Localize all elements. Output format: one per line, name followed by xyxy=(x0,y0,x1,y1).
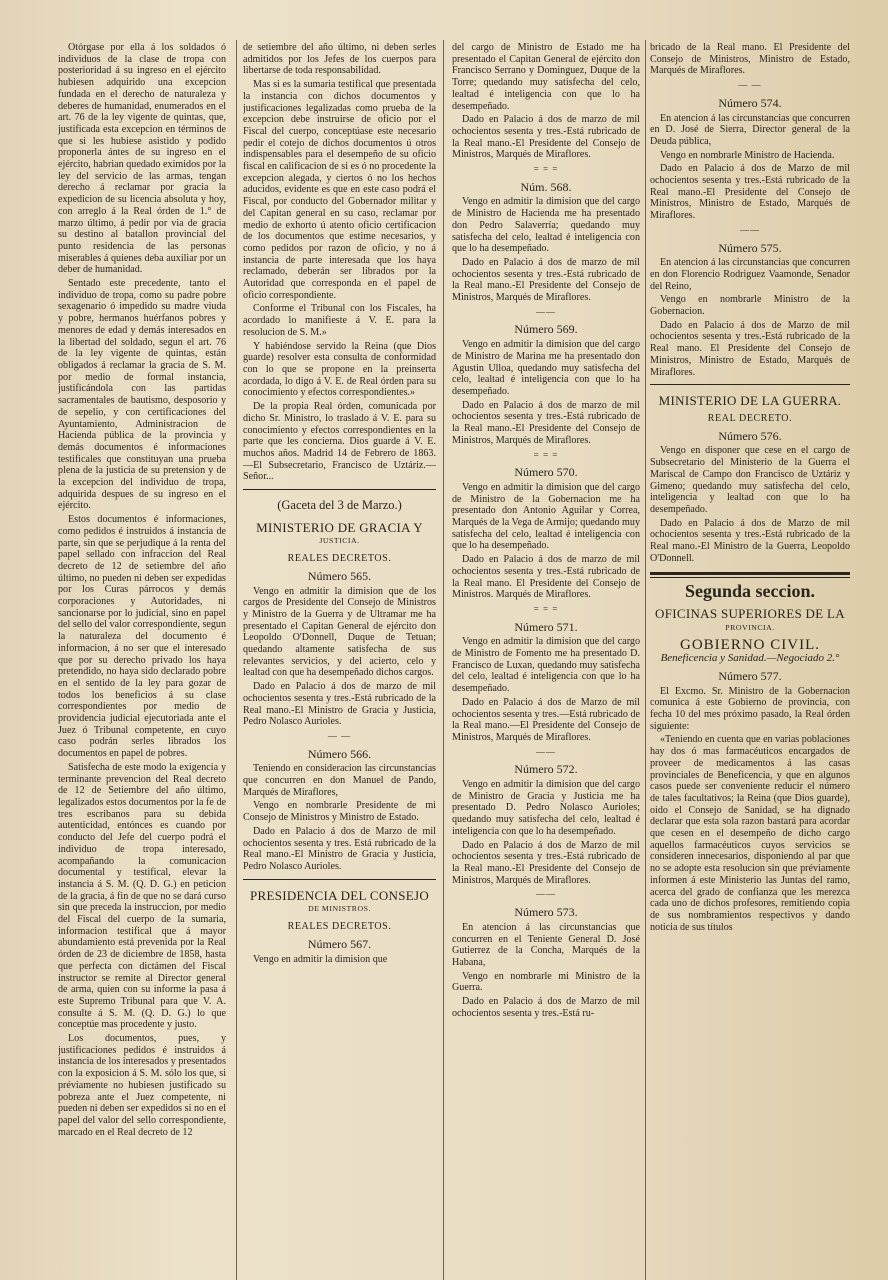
section-subheading: DE MINISTROS. xyxy=(308,904,371,914)
separator: —— xyxy=(536,889,556,900)
paragraph: En atencion á las circunstancias que concurren en don Florencio Rodriguez Vaamonde, Senador del Reino, xyxy=(650,257,850,292)
decree-number: Número 577. xyxy=(718,668,782,683)
decrees-heading: REAL DECRETO. xyxy=(707,412,793,424)
section-heading: OFICINAS SUPERIORES DE LA xyxy=(655,606,845,622)
divider xyxy=(650,384,850,385)
paragraph: Otórgase por ella á los soldados ó individuos de la clase de tropa con posterioridad á su ingreso en el ejército hubiesen adquirido una excepcion fundada en el derecho de naturaleza y deberes de humanidad, enumerados en el art. 76 de la ley vigente de quintas, que, justificada esta excepcion en términos de que si les hubiese asistido y podido proponerla ántes de su ingreso en el ejército, habrian quedado eximidos por la ley del servicio de las armas, tengan derecho á reclamar por gracia la expedicion de su licencia absoluta y hoy, con arreglo á la Real órden de 1.° de marzo último, á pedir por via de gracia su destino al batallon provincial del punto residencia de las personas miserables á quienes deba auxiliar por un deber de humanidad. xyxy=(58,42,226,276)
column-1 xyxy=(58,42,226,1280)
decrees-heading: REALES DECRETOS. xyxy=(287,553,392,565)
section-subheading: PROVINCIA. xyxy=(725,622,775,632)
paragraph: Dado en Palacio á dos de marzo de mil ochocientos sesenta y tres.-Está rubricado de la Real mano.-El Presidente del Consejo de Ministros, Marqués de Miraflores. xyxy=(452,114,640,161)
paragraph: En atencion á las circunstancias que concurren en D. José de Sierra, Director general de la Deuda pública, xyxy=(650,112,850,147)
paragraph: Sentado este precedente, tanto el individuo de tropa, como su padre pobre sexagenario ó impedido su madre viuda y pobre, hermanos huérfanos pobres y menores de edad y demás interesados en la libertad del soldado, segun el art. 76 de la ley vigente de quintas, están obligados á reclamar la gracia de S. M. por medio de formal instancia, justificándola con las partidas sacramentales de bautismo, desposorio y de sepelio, y con certificaciones del Ayuntamiento, Administracion de Hacienda pública de la provincia y demás documentos é informaciones testificales que constituyan una prueba plena de la justicia de su pretension y de la excepcion del individuo de tropa, adquirida despues de su ingreso en el ejército. xyxy=(58,278,226,512)
section-heading: GOBIERNO CIVIL. xyxy=(680,636,820,653)
paragraph: Dado en Palacio á dos de Marzo de mil ochocientos sesenta y tres.-Está rubricado de la Real mano. El Presidente del Consejo de Ministros, Ministro de Estado, Marqués de Miraflores. xyxy=(650,319,850,378)
paragraph: Y habiéndose servido la Reina (que Dios guarde) resolver esta consulta de conformidad con lo que se propone en la preinserta acordada, lo digo á V. E. de Real órden para su conocimiento y efectos correspondientes.» xyxy=(243,340,436,399)
paragraph: «Teniendo en cuenta que en varias poblaciones hay dos ó mas farmacéuticos encargados de proveer de medicamentos á las casas provinciales de Beneficencia, y que en algunos casos puede ser conveniente reducir el número de tales facultativos; la Reina (que Dios guarde), oido el Consejo de Sanidad, se ha dignado declarar que esta sola razon bastará para acordar que cesen en el desempeño de dicho cargo aquellos farmacéuticos cuyos servicios se consideren innecesarios, disponiendo al par que no se adopte esta resolucion sin que préviamente informen á este Ministerio las Juntas del ramo, acerca del grado de confianza que les merezca cada uno de dichos profesores, remitiendo copia de sus nombramientos respectivos y dando noticia de sus títulos xyxy=(650,734,850,933)
decree-number: Número 573. xyxy=(514,905,578,920)
decree-number: Número 565. xyxy=(307,568,372,583)
paragraph: El Excmo. Sr. Ministro de la Gobernacion comunica á este Gobierno de provincia, con fecha 10 del mes próximo pasado, la Real órden siguiente: xyxy=(650,685,850,732)
paragraph: Vengo en admitir la dimision que del cargo de Ministro de Gracia y Justicia me ha presentado D. Pedro Nolasco Aurioles; quedando muy satisfecha del celo, lealtad é inteligencia con que lo ha desempeñado. xyxy=(452,779,640,837)
paragraph: Vengo en disponer que cese en el cargo de Subsecretario del Ministerio de la Guerra el Mariscal de Campo don Francisco de Uztáriz y Gimeno; quedando muy satisfecha del celo, inteligencia y lealtad con que lo ha desempeñado. xyxy=(650,445,850,515)
paragraph: Vengo en nombrarle Ministro de Hacienda. xyxy=(660,149,835,161)
paragraph: Dado en Palacio á dos de marzo de mil ochocientos sesenta y tres.-Está rubricado de la Real mano. El Presidente del Consejo de Ministros. Marqués de Miraflores. xyxy=(452,554,640,601)
decree-number: Número 572. xyxy=(514,762,578,777)
separator: = = = xyxy=(533,164,559,175)
column-rule xyxy=(443,40,444,1280)
paragraph: Vengo en admitir la dimision que xyxy=(253,953,388,965)
paragraph: Estos documentos é informaciones, como pedidos é instruidos á instancia de parte, sin que se perjudique á la renta del papel sellado con infraccion del Real decreto de 12 de setiembre del año último, no pueden ni deben ser expedidas por los Curas párrocos y demás corporaciones y Autoridades, ni sancionarse por lo judicial, sino en papel del sello del valor correspondiente, segun la naturaleza del documento é informacion, á no ser que el interesado que por su derecho privado los haya pretendido, no haya sido declarado pobre en el sentido de la ley para gozar de todos los beneficios á su clase correspondientes por medio de providencia judicial ejecutoriada ante el Juez ó Tribunal competente, en cuyo caso podrán serles librados los documentos en papel de pobres. xyxy=(58,514,226,760)
paragraph: Los documentos, pues, y justificaciones pedidos é instruidos á instancia de los interesados y presentados con la exposicion á S. M. sólo los que, si préviamente no hubiesen justificado su pobreza ante el Juez competente, ni pueden ni deben ser expedidos si no en el papel del valor del sello correspondiente, marcado en el Real decreto de 12 xyxy=(58,1033,226,1138)
paragraph: Dado en Palacio á dos de marzo de mil ochocientos sesenta y tres.-Está rubricado de la Real mano.-El Presidente del Consejo de Ministros, Marqués de Miraflores. xyxy=(452,256,640,304)
paragraph: En atencion á las circunstancias que concurren en el Teniente General D. José Gutierrez de la Concha, Marqués de la Habana, xyxy=(452,921,640,968)
decree-number: Número 569. xyxy=(514,322,578,337)
separator: —— xyxy=(740,224,760,235)
paragraph: Vengo en admitir la dimision que de los cargos de Presidente del Consejo de Ministros y Ministro de la Guerra y de Ultramar me ha presentado el Capitan General de ejército don Leopoldo O'Donnell, Duque de Tetuan; quedando altamente satisfecha de sus relevantes servicios, y del acierto, celo y lealtad con que ha desempeñado dichos cargos. xyxy=(243,585,436,679)
separator: = = = xyxy=(533,603,559,614)
paragraph: Vengo en admitir la dimision que del cargo de Ministro de Hacienda me ha presentado don Pedro Salaverría; quedando muy satisfecha del celo, lealtad é inteligencia con que lo ha desempeñado. xyxy=(452,196,640,255)
paragraph: Vengo en admitir la dimision que del cargo de Ministro de Fomento me ha presentado D. Francisco de Luxan, quedando muy satisfecha del celo, lealtad é inteligencia con que lo ha desempeñado. xyxy=(452,636,640,695)
paragraph: Dado en Palacio á dos de marzo de mil ochocientos sesenta y tres.-Está rubricado de la Real mano.-El Ministro de Gracia y Justicia, Pedro Nolasco Aurioles. xyxy=(243,681,436,728)
divider xyxy=(243,879,436,880)
decree-number: Número 566. xyxy=(307,746,372,761)
paragraph: Dado en Palacio á dos de Marzo de mil ochocientos sesenta y tres.-Está rubricado de la Real mano.-El Presidente del Consejo de Ministros, Marqués de Miraflores. xyxy=(452,839,640,886)
divider xyxy=(243,489,436,490)
separator: —— xyxy=(536,746,556,757)
paragraph: Vengo en nombrarle Ministro de la Gobernacion. xyxy=(650,294,850,318)
decree-number: Número 576. xyxy=(718,428,782,443)
paragraph: del cargo de Ministro de Estado me ha presentado el Capitan General de ejército don Francisco Serrano y Dominguez, Duque de la Torre; quedando muy satisfecha del celo, lealtad é inteligencia con que lo ha desempeñado. xyxy=(452,42,640,112)
decree-number: Número 570. xyxy=(514,465,578,480)
paragraph: Vengo en admitir la dimision que del cargo de Ministro de Marina me ha presentado don Agustin Ulloa, quedando muy satisfecha del celo, lealtad é inteligencia con que lo ha desempeñado. xyxy=(452,339,640,397)
paragraph: Mas si es la sumaria testifical que presentada la instancia con dichos documentos y justificaciones legalizadas como prueba de la excepcion debe instruirse de oficio por el Fiscal del cuerpo, conceptúase este necesario pedir el cotejo de dichos documentos ú otros indispensables para el desempeño de su oficio fiscal en calificacion de si es ó no procedente la excepcion alegada, y ciertos ó no los hechos aducidos, evidente es que en este caso podrá el Fiscal, por conducto del Gobernador militar y del Capitan general en su caso, reclamar por medio de exhorto ú atento oficio certificacion de los documentos que estime necesarios, y como pedidos por razon de oficio, y no á instancia de parte interesada que los haya reclamado, deberán ser librados por la Autoridad que corresponda en el papel de oficio correspondiente. xyxy=(243,79,436,301)
department-line: Beneficencia y Sanidad.—Negociado 2.° xyxy=(660,652,840,665)
column-2 xyxy=(243,42,436,1280)
paragraph: Vengo en nombrarle mi Ministro de la Guerra. xyxy=(452,970,640,994)
gaceta-date: (Gaceta del 3 de Marzo.) xyxy=(277,498,402,513)
paragraph: de setiembre del año último, ni deben serles admitidos por los Jefes de los cuerpos para libertarse de toda responsabilidad. xyxy=(243,42,436,77)
section-heading: PRESIDENCIA DEL CONSEJO xyxy=(249,887,430,903)
decree-number: Número 574. xyxy=(718,95,782,110)
paragraph: Conforme el Tribunal con los Fiscales, ha acordado lo manifieste á V. E. para la resolucion de S. M.» xyxy=(243,303,436,338)
separator: — — xyxy=(738,80,762,91)
paragraph: Dado en Palacio á dos de Marzo de mil ochocientos sesenta y tres.-Está rubricado de la Real mano.-El Presidente del Consejo de Ministros, Ministro de Estado, Marqués de Miraflores. xyxy=(650,163,850,222)
decree-number: Núm. 568. xyxy=(520,179,572,194)
paragraph: Dado en Palacio á dos de marzo de mil ochocientos sesenta y tres.-Está rubricado de la Real mano.-El Presidente del Consejo de Ministros, Marqués de Miraflores. xyxy=(452,399,640,446)
column-rule xyxy=(645,40,646,1280)
section-heading: MINISTERIO DE GRACIA Y xyxy=(256,519,423,535)
section-subheading: JUSTICIA. xyxy=(319,536,360,546)
decree-number: Número 575. xyxy=(718,240,782,255)
paragraph: Vengo en nombrarle Presidente de mi Consejo de Ministros y Ministro de Estado. xyxy=(243,800,436,824)
paragraph: Dado en Palacio á dos de Marzo de mil ochocientos sesenta y tres.-Está rubricado de la Real mano.-El Ministro de la Guerra, Leopoldo O'Donnell. xyxy=(650,517,850,564)
paragraph: Dado en Palacio á dos de Marzo de mil ochocientos sesenta y tres. Está rubricado de la Real mano.-El Ministro de Gracia y Justicia, Pedro Nolasco Aurioles. xyxy=(243,825,436,872)
paragraph: De la propia Real órden, comunicada por dicho Sr. Ministro, lo traslado á V. E. para su conocimiento y efectos correspondientes en la parte que les concierna. Dios guarde á V. E. muchos años. Madrid 14 de Febrero de 1863.—El Subsecretario, Francisco de Uztáriz.—Señor... xyxy=(243,401,436,483)
separator: — — xyxy=(327,730,352,741)
section-title: Segunda seccion. xyxy=(684,581,816,602)
decree-number: Número 571. xyxy=(514,619,578,634)
double-rule xyxy=(650,572,850,578)
paragraph: Teniendo en consideracion las circunstancias que concurren en don Manuel de Pando, Marqués de Miraflores, xyxy=(243,763,436,798)
paragraph: Satisfecha de este modo la exigencia y terminante prevencion del Real decreto de 12 de Setiembre del año último, legalizados estos documentos por la fe de tres escribanos para su debida autenticidad, entónces es cuando por conducto del Jefe del cuerpo podrá el individuo de tropa interesado, acompañando la comunicacion documental y testifical, elevar la instancia á S. M. (Q. D. G.) en peticion de la gracia, á fin de que no se dará curso sin que preceda la instruccion, por medio del Fiscal del cuerpo de la sumaria, informacion testifical que á mayor abundamiento está prevenida por la Real órden de 23 de diciembre de 1858, hasta que perfecta con dictámen del Fiscal instructor se remite al Director general de arma, quien con su informe la pasa á este Supremo Tribunal para que V. A. consulte á S. M. (Q. D. G.) lo que conceptúe mas procedente y justo. xyxy=(58,761,226,1031)
paragraph: Dado en Palacio á dos de Marzo de mil ochocientos sesenta y tres.—Está rubricado de la Real mano.—El Presidente del Consejo de Ministros, Marqués de Miraflores. xyxy=(452,696,640,743)
decrees-heading: REALES DECRETOS. xyxy=(287,921,392,933)
separator: —— xyxy=(536,306,556,317)
section-heading: MINISTERIO DE LA GUERRA. xyxy=(658,393,842,409)
separator: = = = xyxy=(533,449,559,460)
paragraph: Vengo en admitir la dimision que del cargo de Ministro de la Gobernacion me ha presentado don Antonio Aguilar y Correa, Marqués de la Vega de Armijo; quedando muy satisfecha del celo, lealtad é inteligencia con que lo ha desempeñado. xyxy=(452,481,640,552)
paragraph: Dado en Palacio á dos de Marzo de mil ochocientos sesenta y tres.-Está ru- xyxy=(452,996,640,1019)
column-3 xyxy=(452,42,640,1280)
column-rule xyxy=(236,40,237,1280)
paragraph: bricado de la Real mano. El Presidente del Consejo de Ministros, Ministro de Estado, Marqués de Miraflores. xyxy=(650,42,850,77)
decree-number: Número 567. xyxy=(307,936,372,951)
column-4 xyxy=(650,42,850,1280)
